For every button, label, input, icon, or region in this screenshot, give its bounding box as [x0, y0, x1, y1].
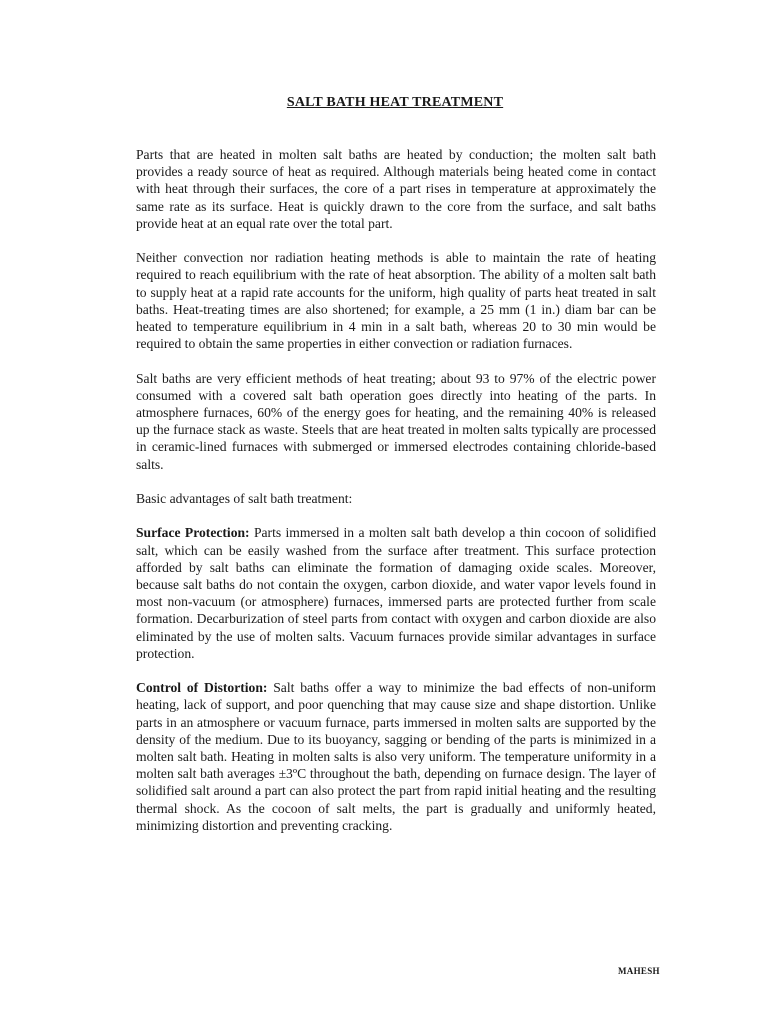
- paragraph-conduction: Parts that are heated in molten salt baths are heated by conduction; the molten salt bath provides a ready source of heat as required. Although materials being heated come in contact with heat through their surfaces, the core of a part rises in temperature at approximately the same rate as its surface. Heat is quickly drawn to the core from the surface, and salt baths provide heat at an equal rate over the total part.: [136, 147, 656, 231]
- paragraph-surface-protection: [136, 524, 656, 662]
- surface-protection-text: Parts immersed in a molten salt bath develop a thin cocoon of solidified salt, which can be easily washed from the surface after treatment. This surface protection afforded by salt baths can eliminate the formation of damaging oxide scales. Moreover, because salt baths do not contain the oxygen, carbon dioxide, and water vapor levels found in most non-vacuum (or atmosphere) furnaces, immersed parts are protected further from scale formation. Decarburization of steel parts from contact with oxygen and carbon dioxide are also eliminated by the use of molten salts. Vacuum furnaces provide similar advantages in surface protection.: [136, 525, 656, 661]
- paragraph-control-of-distortion: [136, 679, 656, 834]
- paragraph-efficiency: Salt baths are very efficient methods of heat treating; about 93 to 97% of the electric power consumed with a covered salt bath operation goes directly into heating of the parts. In atmosphere furnaces, 60% of the energy goes for heating, and the remaining 40% is released up the furnace stack as waste. Steels that are heat treated in molten salts typically are processed in ceramic-lined furnaces with submerged or immersed electrodes containing chloride-based salts.: [136, 370, 656, 472]
- paragraph-heating-rate: Neither convection nor radiation heating methods is able to maintain the rate of heating required to reach equilibrium with the rate of heat absorption. The ability of a molten salt bath to supply heat at a rapid rate accounts for the uniform, high quality of parts heat treated in salt baths. Heat-treating times are also shortened; for example, a 25 mm (1 in.) diam bar can be heated to temperature equilibrium in 4 min in a salt bath, whereas 20 to 30 min would be required to obtain the same properties in either convection or radiation furnaces.: [136, 250, 656, 352]
- advantages-intro: Basic advantages of salt bath treatment:: [136, 491, 353, 507]
- control-of-distortion-text: Salt baths offer a way to minimize the bad effects of non-uniform heating, lack of support, and poor quenching that may cause size and shape distortion. Unlike parts in an atmosphere or vacuum furnace, parts immersed in molten salts are supported by the density of the medium. Due to its buoyancy, sagging or bending of the parts is minimized in a molten salt bath. Heating in molten salts is also very uniform. The temperature uniformity in a molten salt bath averages ±3ºC throughout the bath, depending on furnace design. The layer of solidified salt around a part can also protect the part from rapid initial heating and the resulting thermal shock. As the cocoon of salt melts, the part is gradually and uniformly heated, minimizing distortion and preventing cracking.: [136, 680, 656, 833]
- footer-author: MAHESH: [618, 966, 660, 976]
- control-of-distortion-heading: Control of Distortion:: [136, 680, 268, 696]
- document-body: [136, 146, 656, 851]
- surface-protection-heading: Surface Protection:: [136, 525, 250, 541]
- document-title: SALT BATH HEAT TREATMENT: [286, 95, 504, 110]
